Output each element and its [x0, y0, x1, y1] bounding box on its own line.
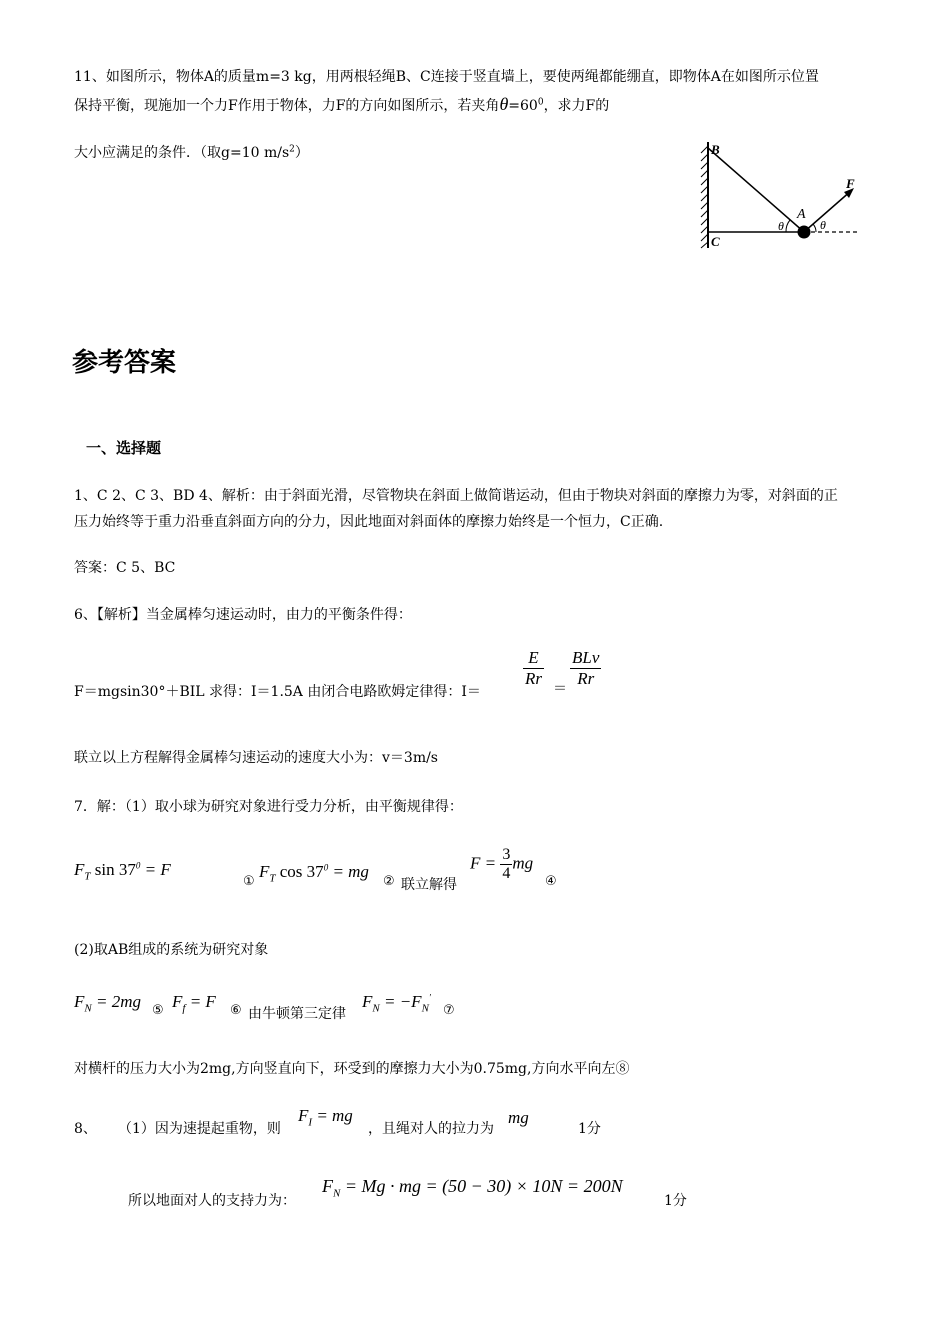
eq7-sub: N	[372, 1002, 380, 1015]
angle-arc-left	[786, 220, 790, 232]
circle-5: ⑤	[152, 1003, 164, 1018]
label-c: C	[711, 234, 720, 249]
equals-sign: ＝	[553, 681, 567, 697]
circle-6: ⑥	[230, 1003, 242, 1018]
answer-6-equation: F＝mgsin30°＋BIL 求得：I＝1.5A 由闭合电路欧姆定律得：I＝	[74, 684, 481, 700]
eq2-deg: 0	[323, 862, 329, 873]
q11-angle: =60	[508, 98, 538, 114]
rope-b	[708, 148, 804, 232]
eq8-3-f: F	[322, 1176, 333, 1196]
fraction-blv-rr	[570, 648, 601, 689]
equation-5	[74, 992, 141, 1014]
q11-line2-text: 保持平衡，现施加一个力F作用于物体，力F的方向如图所示，若夹角	[74, 98, 500, 114]
circle-2: ②	[383, 874, 395, 889]
equation-3	[470, 846, 533, 883]
label-a: A	[797, 207, 806, 222]
eq5-sub: N	[84, 1002, 92, 1015]
object-a	[798, 226, 811, 239]
circle-7: ⑦	[443, 1003, 455, 1018]
eq5-f: F	[74, 992, 85, 1011]
label-theta-left: θ	[778, 219, 784, 233]
square-mark: 2	[289, 144, 295, 155]
answer-8-text1: （1）因为速提起重物，则	[118, 1121, 281, 1137]
eq8-1-rest: = mg	[312, 1106, 353, 1125]
frac1-denominator: Rr	[525, 669, 542, 688]
eq3-numerator: 3	[502, 846, 511, 863]
answer-7-conclusion: 对横杆的压力大小为2mg,方向竖直向下，环受到的摩擦力大小为0.75mg,方向水平向左⑧	[74, 1061, 630, 1077]
eq2-cos: cos 37	[275, 862, 324, 881]
equation-8-2: mg	[508, 1108, 529, 1127]
equation-2	[259, 862, 369, 884]
equation-1	[74, 860, 171, 882]
force-diagram	[698, 138, 868, 253]
answer-8-label: 8、	[74, 1121, 97, 1137]
score-2: 1分	[664, 1193, 687, 1209]
eq8-1-f: F	[298, 1106, 309, 1125]
eq1-sub: T	[84, 870, 91, 883]
eq7-sub2: N	[421, 1002, 429, 1015]
eq8-3-sub: N	[333, 1187, 341, 1200]
answer-title: 参考答案	[72, 348, 177, 378]
answer-1-line2: 压力始终等于重力沿垂直斜面方向的分力，因此地面对斜面体的摩擦力始终是一个恒力，C正确.	[74, 514, 664, 530]
equation-6	[172, 992, 216, 1014]
label-b: B	[711, 142, 720, 157]
eq1-deg: 0	[135, 860, 141, 871]
q11-line2	[74, 94, 609, 115]
fraction-e-rr	[523, 648, 544, 689]
circle-4: ④	[545, 874, 557, 889]
label-f: F	[846, 176, 855, 191]
eq6-sub: f	[182, 1002, 186, 1015]
eq2-sub: T	[269, 872, 276, 885]
frac2-denominator: Rr	[570, 668, 601, 689]
answer-7-part2: (2)取AB组成的系统为研究对象	[74, 942, 269, 958]
frac1-numerator: E	[528, 648, 539, 667]
answer-4-5: 答案：C 5、BC	[74, 560, 176, 576]
eq8-3-rest: = Mg · mg = (50 − 30) × 10N = 200N	[340, 1176, 623, 1196]
eq6-rest: = F	[185, 992, 216, 1011]
eq7-prime: ′	[428, 992, 431, 1003]
eq5-rest: = 2mg	[91, 992, 141, 1011]
eq3-f: F =	[470, 853, 501, 873]
eq2-f: F	[259, 862, 270, 881]
eq7-f: F	[362, 992, 373, 1011]
answer-1-line1: 1、C 2、C 3、BD 4、解析：由于斜面光滑，尽管物块在斜面上做简谐运动，但由于物块对斜面的摩擦力为零，对斜面的正	[74, 488, 838, 504]
newton-third-law: 由牛顿第三定律	[248, 1006, 346, 1022]
q11-line1: 11、如图所示，物体A的质量m=3 kg，用两根轻绳B、C连接于竖直墙上，要使两绳都能绷直，即物体A在如图所示位置	[74, 69, 819, 85]
equation-7	[362, 992, 431, 1014]
wall	[701, 142, 708, 248]
answer-7-intro: 7．解：（1）取小球为研究对象进行受力分析，由平衡规律得：	[74, 799, 463, 815]
eq2-end: = mg	[328, 862, 369, 881]
answer-8-text3: 所以地面对人的支持力为：	[128, 1193, 296, 1209]
force-f-arrow	[804, 190, 852, 232]
answer-6-intro: 6、【解析】当金属棒匀速运动时，由力的平衡条件得：	[74, 607, 412, 623]
eq3-mg: mg	[512, 853, 534, 873]
score-1: 1分	[578, 1121, 601, 1137]
joint-solution: 联立解得	[401, 877, 457, 893]
eq1-f: F	[74, 860, 85, 879]
equation-8-1	[298, 1106, 353, 1128]
circle-1: ①	[243, 874, 255, 889]
eq7-rest: = −F	[379, 992, 422, 1011]
q11-line2-end: ，求力F的	[543, 98, 610, 114]
eq3-denominator: 4	[502, 865, 511, 882]
eq1-sin: sin 37	[90, 860, 136, 879]
q11-line3	[74, 142, 309, 162]
section-title: 一、选择题	[86, 439, 162, 457]
answer-6-result: 联立以上方程解得金属棒匀速运动的速度大小为：v＝3m/s	[74, 750, 438, 766]
equation-8-3	[322, 1176, 623, 1200]
eq1-end: = F	[140, 860, 171, 879]
answer-8-text2: ，且绳对人的拉力为	[368, 1121, 494, 1137]
frac2-numerator: BLv	[572, 648, 600, 667]
q11-line3-text: 大小应满足的条件．（取g=10 m/s	[74, 145, 290, 161]
eq6-f: F	[172, 992, 183, 1011]
label-theta-right: θ	[820, 218, 826, 232]
eq8-1-sub: I	[308, 1116, 313, 1129]
theta-symbol: θ	[499, 94, 509, 114]
q11-line3-end: ）	[294, 145, 309, 161]
angle-arc-right	[813, 224, 816, 232]
degree-mark: 0	[537, 97, 544, 108]
